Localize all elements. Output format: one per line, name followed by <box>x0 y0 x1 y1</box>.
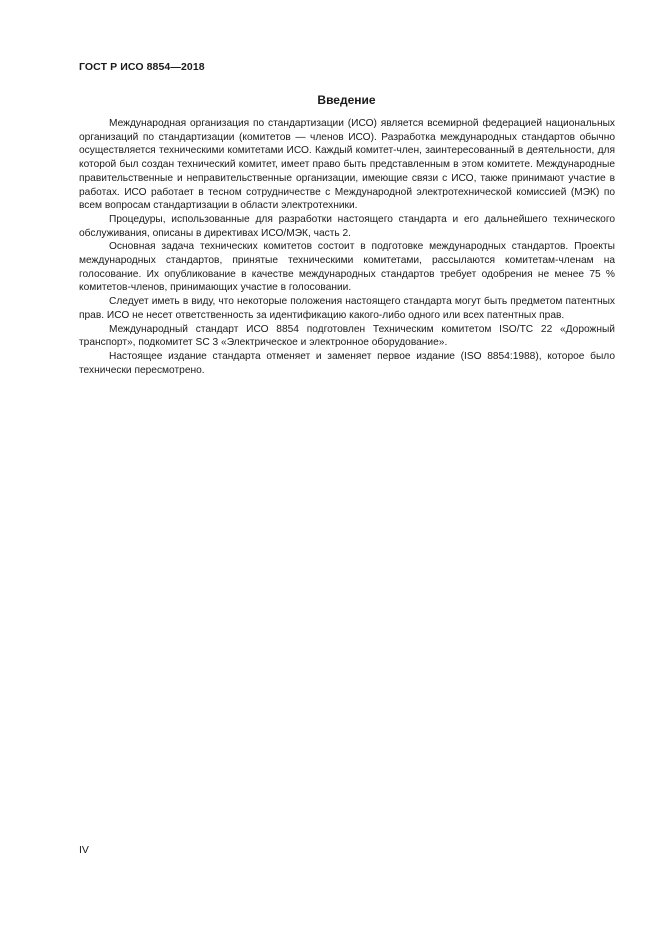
document-header: ГОСТ Р ИСО 8854—2018 <box>79 61 205 73</box>
section-title <box>0 93 661 107</box>
paragraph: Международная организация по стандартизации (ИСО) является всемирной федерацией национальных организаций по стандартизации (комитетов — членов ИСО). Разработка международных стандартов обычно осуществляется техническими комитетами ИСО. Каждый комитет-член, заинтересованный в деятельности, для которой был создан технический комитет, имеет право быть представленным в этом комитете. Международные правительственные и неправительственные организации, имеющие связи с ИСО, также принимают участие в работах. ИСО работает в тесном сотрудничестве с Международной электротехнической комиссией (МЭК) по всем вопросам стандартизации в области электротехники. <box>79 118 615 212</box>
paragraph: Следует иметь в виду, что некоторые положения настоящего стандарта могут быть предметом патентных прав. ИСО не несет ответственность за идентификацию какого-либо одного или всех патентных прав. <box>79 296 615 321</box>
paragraph: Процедуры, использованные для разработки настоящего стандарта и его дальнейшего технического обслуживания, описаны в директивах ИСО/МЭК, часть 2. <box>79 213 615 239</box>
paragraph: Международный стандарт ИСО 8854 подготовлен Техническим комитетом ISO/TC 22 «Дорожный транспорт», подкомитет SC 3 «Электрическое и электронное оборудование». <box>79 323 615 349</box>
introduction-body <box>79 117 615 377</box>
section-title-text: Введение <box>317 93 376 107</box>
page-number: IV <box>79 844 89 856</box>
paragraph: Основная задача технических комитетов состоит в подготовке международных стандартов. Проекты международных стандартов, принятые техническими комитетами, рассылаются комитетам-членам на голосование. Их опубликование в качестве международных стандартов требует одобрения не менее 75 % комитетов-членов, принимающих участие в голосовании. <box>79 241 615 294</box>
paragraph: Настоящее издание стандарта отменяет и заменяет первое издание (ISO 8854:1988), которое было технически пересмотрено. <box>79 350 615 376</box>
